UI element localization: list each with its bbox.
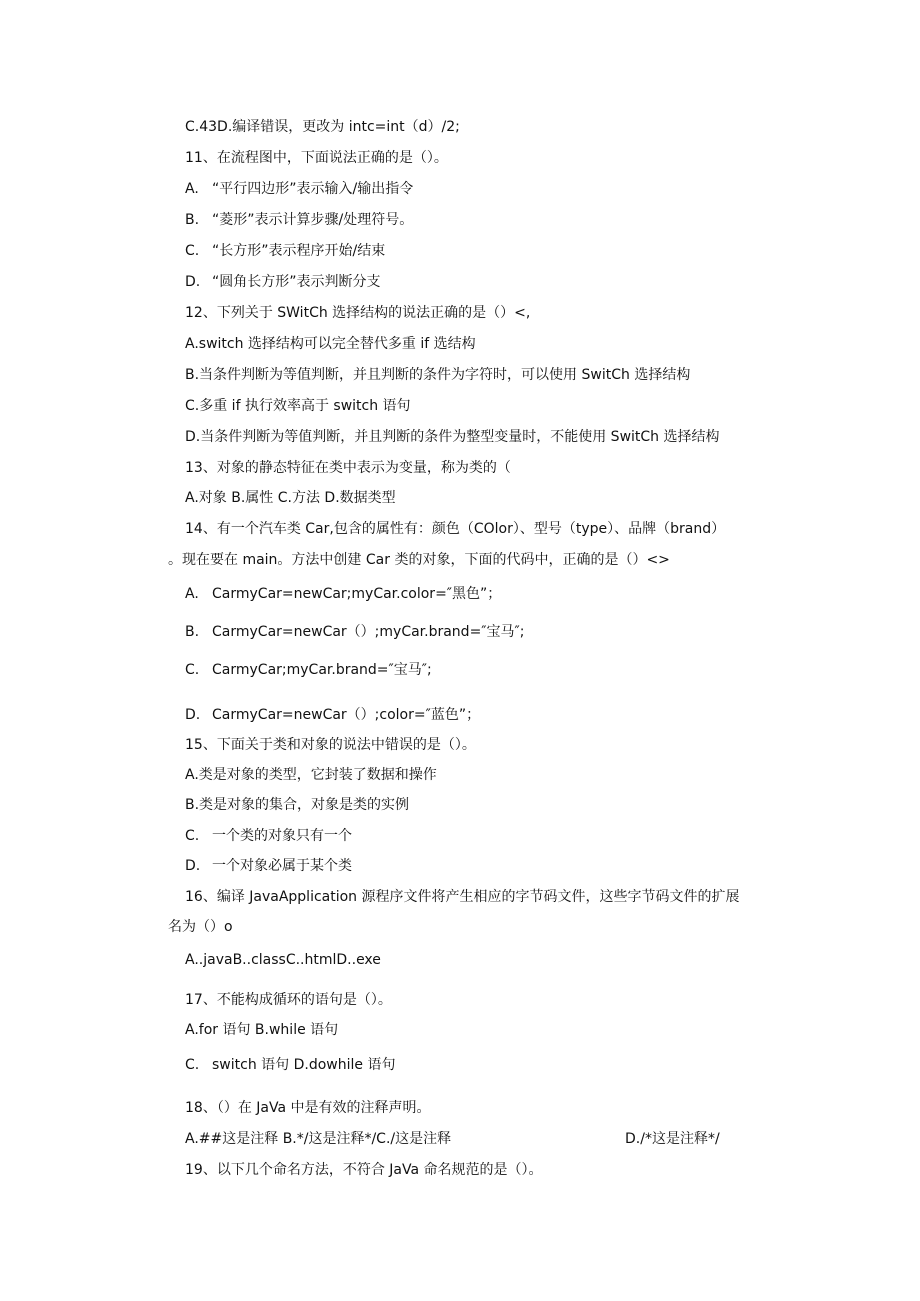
q11-option-b — [185, 211, 413, 229]
option-text: 一个对象必属于某个类 — [212, 858, 352, 874]
q15-option-c — [185, 827, 352, 845]
q18-options-abc: A.##这是注释 B.*/这是注释*/C./这是注释 — [185, 1131, 452, 1147]
q12-option-b: B.当条件判断为等值判断，并且判断的条件为字符时，可以使用 SwitCh 选择结构 — [185, 367, 691, 383]
q15-option-d — [185, 857, 352, 875]
q11-option-c — [185, 242, 385, 260]
q14-option-b — [185, 623, 524, 641]
question-18: 18、（）在 JaVa 中是有效的注释声明。 — [185, 1100, 431, 1116]
option-label: D. — [185, 707, 201, 723]
q11-option-d — [185, 273, 381, 291]
option-label: C. — [185, 243, 200, 259]
question-15: 15、下面关于类和对象的说法中错误的是（）。 — [185, 737, 476, 753]
option-text: “圆角长方形”表示判断分支 — [212, 274, 381, 290]
option-label: C. — [185, 1057, 200, 1073]
question-17: 17、不能构成循环的语句是（）。 — [185, 992, 392, 1008]
q14-option-d — [185, 706, 480, 724]
answer-line-10: C.43D.编译错误，更改为 intc=int（d）/2; — [185, 119, 460, 135]
question-19: 19、以下几个命名方法，不符合 JaVa 命名规范的是（）。 — [185, 1162, 543, 1178]
q15-option-a: A.类是对象的类型，它封装了数据和操作 — [185, 767, 437, 783]
question-13: 13、对象的静态特征在类中表示为变量，称为类的（ — [185, 460, 511, 476]
question-11: 11、在流程图中，下面说法正确的是（）。 — [185, 150, 448, 166]
option-label: B. — [185, 624, 200, 640]
option-text: CarmyCar=newCar（）;color=″蓝色”； — [212, 707, 481, 723]
q17-options-ab: A.for 语句 B.while 语句 — [185, 1022, 339, 1038]
option-text: “长方形”表示程序开始/结束 — [212, 243, 386, 259]
q17-options-cd — [185, 1056, 395, 1074]
option-text: CarmyCar=newCar（）;myCar.brand=″宝马″; — [212, 624, 525, 640]
option-label: D. — [185, 274, 201, 290]
option-text: “菱形”表示计算步骤/处理符号。 — [212, 212, 414, 228]
q12-option-a: A.switch 选择结构可以完全替代多重 if 选结构 — [185, 336, 476, 352]
option-label: C. — [185, 662, 200, 678]
question-14-line-2: 。现在要在 main。方法中创建 Car 类的对象，下面的代码中，正确的是（）<> — [168, 552, 670, 568]
option-label: A. — [185, 586, 199, 602]
option-text: CarmyCar=newCar;myCar.color=″黑色”； — [212, 586, 502, 602]
q14-option-c — [185, 661, 432, 679]
option-text: “平行四边形”表示输入/输出指令 — [212, 181, 414, 197]
option-label: C. — [185, 828, 200, 844]
option-text: CarmyCar;myCar.brand=″宝马″; — [212, 662, 432, 678]
q11-option-a — [185, 180, 413, 198]
q16-options: A..javaB..classC..htmlD..exe — [185, 952, 381, 968]
option-label: B. — [185, 212, 200, 228]
q12-option-d: D.当条件判断为等值判断，并且判断的条件为整型变量时，不能使用 SwitCh 选择结构 — [185, 429, 720, 445]
option-label: A. — [185, 181, 199, 197]
q12-option-c: C.多重 if 执行效率高于 switch 语句 — [185, 398, 411, 414]
option-text: 一个类的对象只有一个 — [212, 828, 352, 844]
question-12: 12、下列关于 SWitCh 选择结构的说法正确的是（）<, — [185, 305, 531, 321]
q15-option-b: B.类是对象的集合，对象是类的实例 — [185, 797, 410, 813]
q13-options: A.对象 B.属性 C.方法 D.数据类型 — [185, 490, 396, 506]
question-16-line-2: 名为（）o — [168, 919, 233, 935]
q14-option-a — [185, 585, 501, 603]
q18-option-d: D./*这是注释*/ — [625, 1131, 720, 1147]
option-label: D. — [185, 858, 201, 874]
question-14-line-1: 14、有一个汽车类 Car,包含的属性有：颜色（COlor）、型号（type）、品牌（brand） — [185, 521, 726, 537]
question-16-line-1: 16、编译 JavaApplication 源程序文件将产生相应的字节码文件，这些字节码文件的扩展 — [185, 889, 740, 905]
option-text: switch 语句 D.dowhile 语句 — [212, 1057, 396, 1073]
